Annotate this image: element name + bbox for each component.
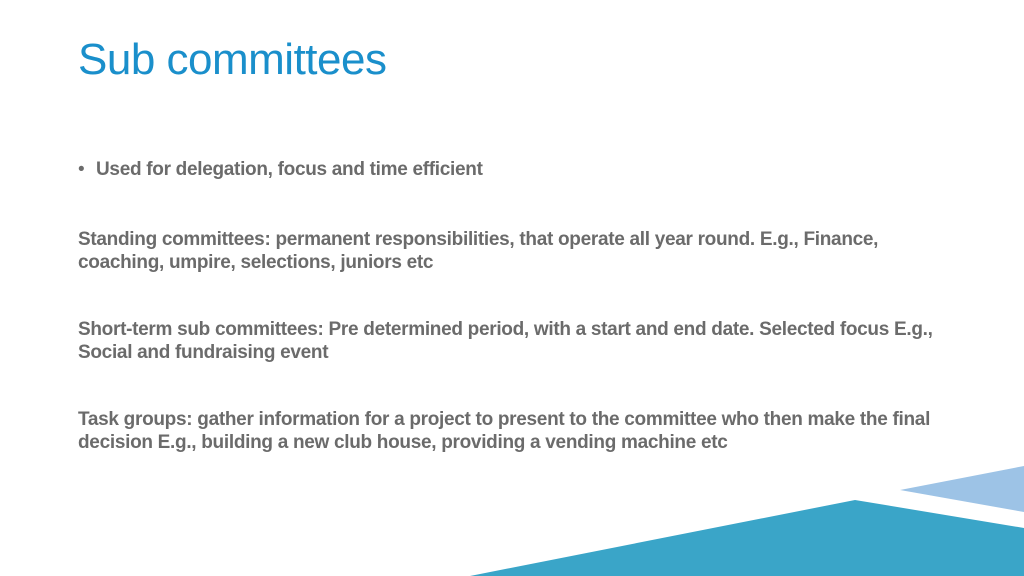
paragraph-short-term-sub-committees: Short-term sub committees: Pre determined period, with a start and end date. Selected focus E.g., Social and fundraising event bbox=[78, 319, 933, 363]
teal-wedge bbox=[470, 500, 1024, 576]
slide-title: Sub committees bbox=[78, 35, 387, 84]
bullet-dot: • bbox=[78, 159, 85, 180]
light-blue-stripe bbox=[900, 466, 1024, 512]
bullet-text: Used for delegation, focus and time efficient bbox=[96, 159, 483, 180]
paragraph-standing-committees: Standing committees: permanent responsibilities, that operate all year round. E.g., Finance, coaching, umpire, selections, juniors etc bbox=[78, 229, 879, 273]
paragraph-task-groups: Task groups: gather information for a project to present to the committee who then make the final decision E.g., building a new club house, providing a vending machine etc bbox=[78, 409, 931, 453]
